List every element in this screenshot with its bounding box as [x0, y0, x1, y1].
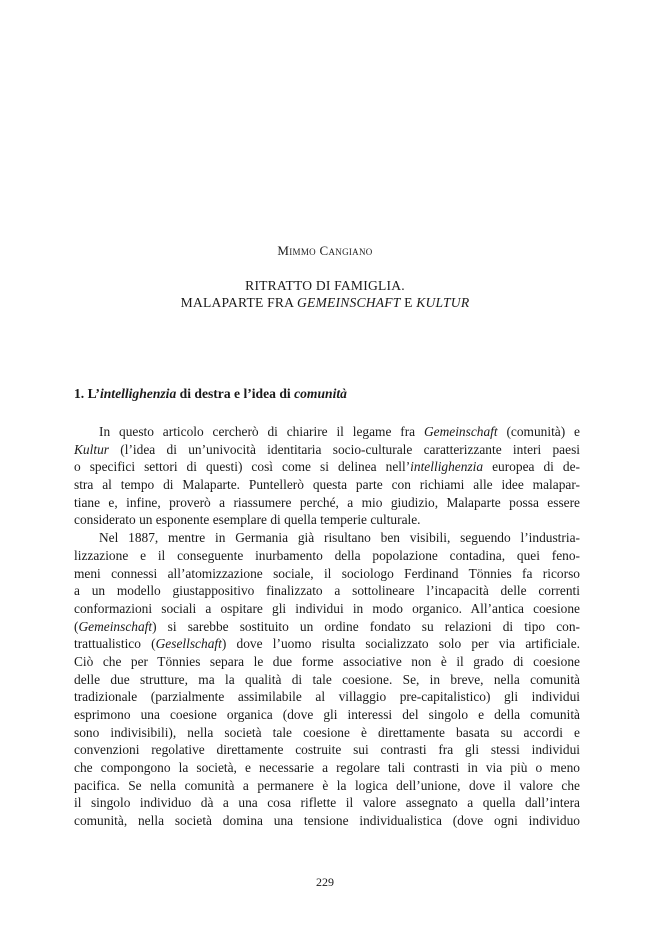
author-name: Mimmo Cangiano — [277, 243, 373, 258]
text-segment: esprimono una coesione organica (dove gli interessi del singolo e della comunità — [74, 707, 580, 722]
text-line — [74, 547, 580, 565]
title-term-kultur: KULTUR — [416, 295, 470, 310]
text-segment: ) si sarebbe sostituito un ordine fondato su relazioni di tipo con- — [152, 618, 580, 634]
text-segment: a un modello giustappositivo finalizzato a sottolineare l’incapacità delle correnti — [74, 583, 580, 599]
text-segment: stra al tempo di Malaparte. Puntellerò questa parte con richiami alle idee malapar- — [74, 477, 580, 493]
italic-term: Gesellschaft — [155, 636, 222, 652]
body-text — [74, 423, 580, 830]
text-line — [74, 494, 580, 512]
section-heading-number: 1. L’ — [74, 386, 100, 401]
text-line — [74, 511, 580, 529]
page-number: 229 — [316, 875, 334, 889]
text-line — [74, 423, 580, 441]
text-line — [74, 582, 580, 600]
section-heading-middle: di destra e l’idea di — [176, 386, 295, 401]
text-segment: o specifici settori di questi) così come si delinea nell’ — [74, 459, 411, 475]
text-segment: (l’idea di un’univocità identitaria socio-culturale caratterizzante interi paesi — [108, 441, 580, 457]
title-line-2-part-a: MALAPARTE FRA — [180, 295, 297, 310]
text-line — [74, 529, 580, 547]
italic-term: Kultur — [74, 441, 109, 457]
text-line — [74, 565, 580, 583]
title-line-2-part-c: E — [400, 295, 417, 310]
text-segment: sono indivisibili), nella società tale coesione è direttamente basata su accordi e — [74, 724, 580, 740]
text-segment: europea di de- — [483, 459, 580, 475]
text-line — [74, 441, 580, 459]
text-segment: In questo articolo cercherò di chiarire il legame fra — [99, 424, 424, 439]
section-heading-term-comunita: comunità — [294, 386, 347, 401]
text-segment: conformazioni sociali a ospitare gli individui in modo organico. All’antica coesione — [74, 600, 580, 616]
text-segment: convenzioni regolative direttamente costruite sui contrasti fra gli stessi individui — [74, 742, 580, 758]
text-segment: ) dove l’uomo risulta socializzato solo per via artificiale. — [221, 636, 580, 652]
title-term-gemeinschaft: GEMEINSCHAFT — [296, 295, 401, 310]
text-segment: Ciò che per Tönnies separa le due forme associative non è il grado di coesione — [74, 653, 580, 669]
text-segment: considerato un esponente esemplare di quella temperie culturale. — [74, 512, 421, 528]
text-segment: il singolo individuo dà a una cosa riflette il valore assegnato a quella dall’intera — [74, 795, 580, 811]
text-line — [74, 706, 580, 724]
text-segment: tradizionale (parzialmente assimilabile al villaggio pre-capitalistico) gli individui — [74, 689, 580, 705]
text-line — [74, 458, 580, 476]
text-line — [74, 600, 580, 618]
text-line — [74, 688, 580, 706]
article-title — [0, 277, 650, 311]
text-line — [74, 671, 580, 689]
text-segment: delle due strutture, ma la qualità di tale coesione. Se, in breve, nella comunità — [74, 671, 580, 687]
text-line — [74, 777, 580, 795]
text-line — [74, 794, 580, 812]
text-segment: tiane e, infine, proverò a riassumere perché, a mio giudizio, Malaparte possa essere — [74, 494, 580, 510]
text-segment: lizzazione e il conseguente inurbamento della popolazione contadina, quei feno- — [74, 547, 580, 563]
text-segment: ( — [74, 618, 79, 634]
section-heading — [74, 386, 347, 402]
text-segment: che compongono la società, e necessarie a regolare tali contrasti in via più o meno — [74, 760, 580, 776]
italic-term: Gemeinschaft — [423, 424, 498, 439]
text-segment: (comunità) e — [497, 424, 580, 439]
text-segment: meni connessi all’atomizzazione sociale, il sociologo Ferdinand Tönnies fa ricorso — [74, 565, 580, 581]
italic-term: Gemeinschaft — [78, 618, 153, 634]
text-line — [74, 724, 580, 742]
section-heading-term-intellighenzia: intellighenzia — [99, 386, 177, 401]
italic-term: intellighenzia — [410, 459, 484, 475]
text-segment: Nel 1887, mentre in Germania già risultano ben visibili, seguendo l’industria- — [99, 530, 580, 546]
text-segment: comunità, nella società domina una tensione individualistica (dove ogni individuo — [74, 813, 580, 829]
text-line — [74, 618, 580, 636]
text-line — [74, 635, 580, 653]
text-line — [74, 476, 580, 494]
text-segment: trattualistico ( — [74, 636, 156, 652]
text-segment: pacifica. Se nella comunità a permanere è la logica dell’unione, dove il valore che — [74, 777, 580, 793]
text-line — [74, 759, 580, 777]
title-line-1: RITRATTO DI FAMIGLIA. — [245, 278, 405, 293]
text-line — [74, 812, 580, 830]
text-line — [74, 741, 580, 759]
title-line-2 — [0, 294, 650, 311]
text-line — [74, 653, 580, 671]
